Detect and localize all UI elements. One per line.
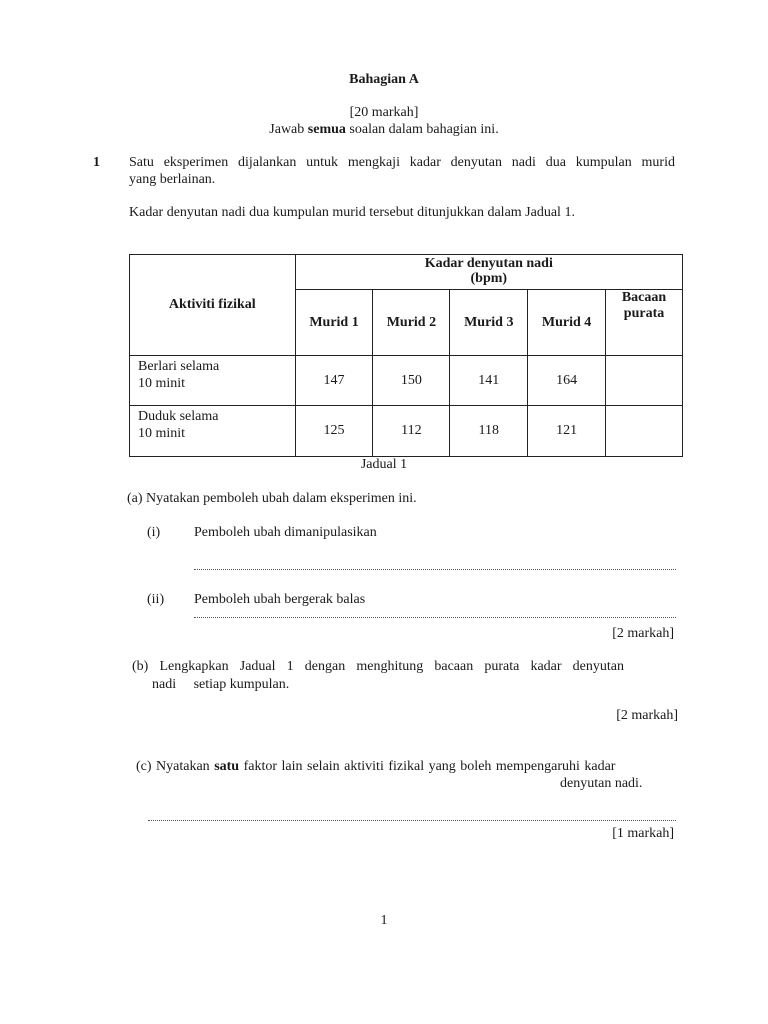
table-cell: 121 [528,406,606,457]
table-cell: 164 [528,356,606,406]
question-number: 1 [93,155,100,170]
marks-total: [20 markah] [349,105,419,120]
part-a-i-text: Pemboleh ubah dimanipulasikan [194,525,377,540]
answer-line-a-i[interactable] [194,569,676,570]
table-cell: 118 [450,406,528,457]
table-cell: 125 [295,406,373,457]
header-average: Bacaan purata [606,290,683,356]
question-intro-line2: yang berlainan. [129,172,216,187]
header-pulse-rate: Kadar denyutan nadi (bpm) [295,255,682,290]
header-activity: Aktiviti fizikal [130,255,296,356]
header-murid-3: Murid 3 [450,290,528,356]
header-murid-4: Murid 4 [528,290,606,356]
page-number: 1 [380,913,388,928]
table-intro: Kadar denyutan nadi dua kumpulan murid tersebut ditunjukkan dalam Jadual 1. [129,205,575,220]
table-row [130,356,683,406]
answer-line-c[interactable] [148,820,676,821]
table-cell: 141 [450,356,528,406]
table-cell: 112 [373,406,450,457]
part-a-ii-text: Pemboleh ubah bergerak balas [194,592,366,607]
part-c-line1: (c) Nyatakan satu faktor lain selain aktiviti fizikal yang boleh mempengaruhi kadar [136,759,616,774]
row-label: Berlari selama 10 minit [130,356,296,406]
instruction: Jawab semua soalan dalam bahagian ini. [269,122,499,137]
part-b-marks: [2 markah] [616,708,678,723]
header-murid-1: Murid 1 [295,290,373,356]
part-a-ii-number: (ii) [147,592,165,607]
answer-line-a-ii[interactable] [194,617,676,618]
part-a-i-number: (i) [147,525,161,540]
part-c-line2: denyutan nadi. [560,776,643,791]
row-label: Duduk selama 10 minit [130,406,296,457]
table-cell: 150 [373,356,450,406]
part-b-line2: nadi setiap kumpulan. [152,677,290,692]
part-a-prompt: (a) Nyatakan pemboleh ubah dalam eksperimen ini. [127,491,417,506]
pulse-rate-table [129,254,683,457]
header-murid-2: Murid 2 [373,290,450,356]
question-intro-line1: Satu eksperimen dijalankan untuk mengkaji kadar denyutan nadi dua kumpulan murid [129,155,675,170]
table-caption: Jadual 1 [360,457,408,472]
part-b-line1: (b) Lengkapkan Jadual 1 dengan menghitung bacaan purata kadar denyutan [132,659,624,674]
section-title: Bahagian A [349,72,419,87]
table-row [130,406,683,457]
table-cell: 147 [295,356,373,406]
part-c-marks: [1 markah] [612,826,674,841]
average-cell [606,356,683,406]
part-a-marks: [2 markah] [612,626,674,641]
average-cell [606,406,683,457]
